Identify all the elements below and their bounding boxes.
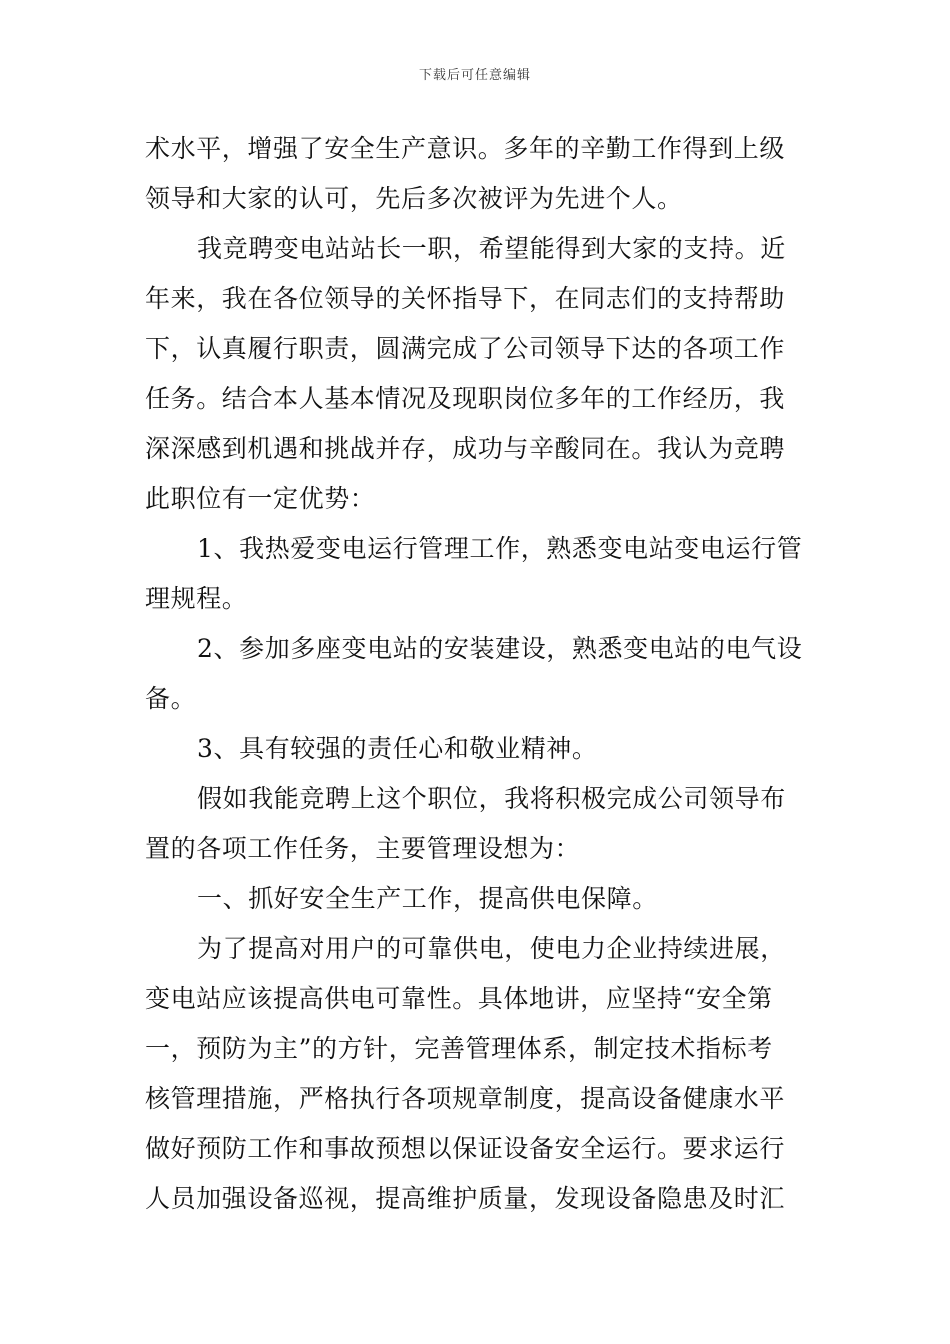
text-line: 理规程。 [145,584,248,613]
text-line: 置的各项工作任务，主要管理设想为： [145,834,581,863]
text-line: 深深感到机遇和挑战并存，成功与辛酸同在。我认为竞聘 [145,434,786,463]
text-line: 下，认真履行职责，圆满完成了公司领导下达的各项工作 [145,334,786,363]
text-line: 假如我能竞聘上这个职位，我将积极完成公司领导布 [197,784,786,813]
text-line: 备。 [145,684,197,713]
text-line: 变电站应该提高供电可靠性。具体地讲，应坚持“安全第 [145,984,773,1013]
text-line: 做好预防工作和事故预想以保证设备安全运行。要求运行 [145,1134,786,1163]
text-line: 1、我热爱变电运行管理工作，熟悉变电站变电运行管 [197,534,803,563]
text-line: 年来，我在各位领导的关怀指导下，在同志们的支持帮助 [145,284,786,313]
text-line: 核管理措施，严格执行各项规章制度，提高设备健康水平 [145,1084,786,1113]
text-line: 任务。结合本人基本情况及现职岗位多年的工作经历，我 [145,384,786,413]
text-line: 领导和大家的认可，先后多次被评为先进个人。 [145,184,683,213]
text-line: 术水平，增强了安全生产意识。多年的辛勤工作得到上级 [145,134,786,163]
text-line: 人员加强设备巡视，提高维护质量，发现设备隐患及时汇 [145,1184,786,1213]
text-line: 2、参加多座变电站的安装建设，熟悉变电站的电气设 [197,634,803,663]
text-line: 为了提高对用户的可靠供电，使电力企业持续进展， [197,934,786,963]
text-line: 一、抓好安全生产工作，提高供电保障。 [197,884,658,913]
document-body [145,124,807,1224]
text-line: 3、具有较强的责任心和敬业精神。 [197,734,598,763]
text-line: 此职位有一定优势： [145,484,376,513]
page-header: 下载后可任意编辑 [418,68,531,83]
text-line: 我竞聘变电站站长一职，希望能得到大家的支持。近 [197,234,786,263]
text-line: 一，预防为主”的方针，完善管理体系，制定技术指标考 [145,1034,773,1063]
